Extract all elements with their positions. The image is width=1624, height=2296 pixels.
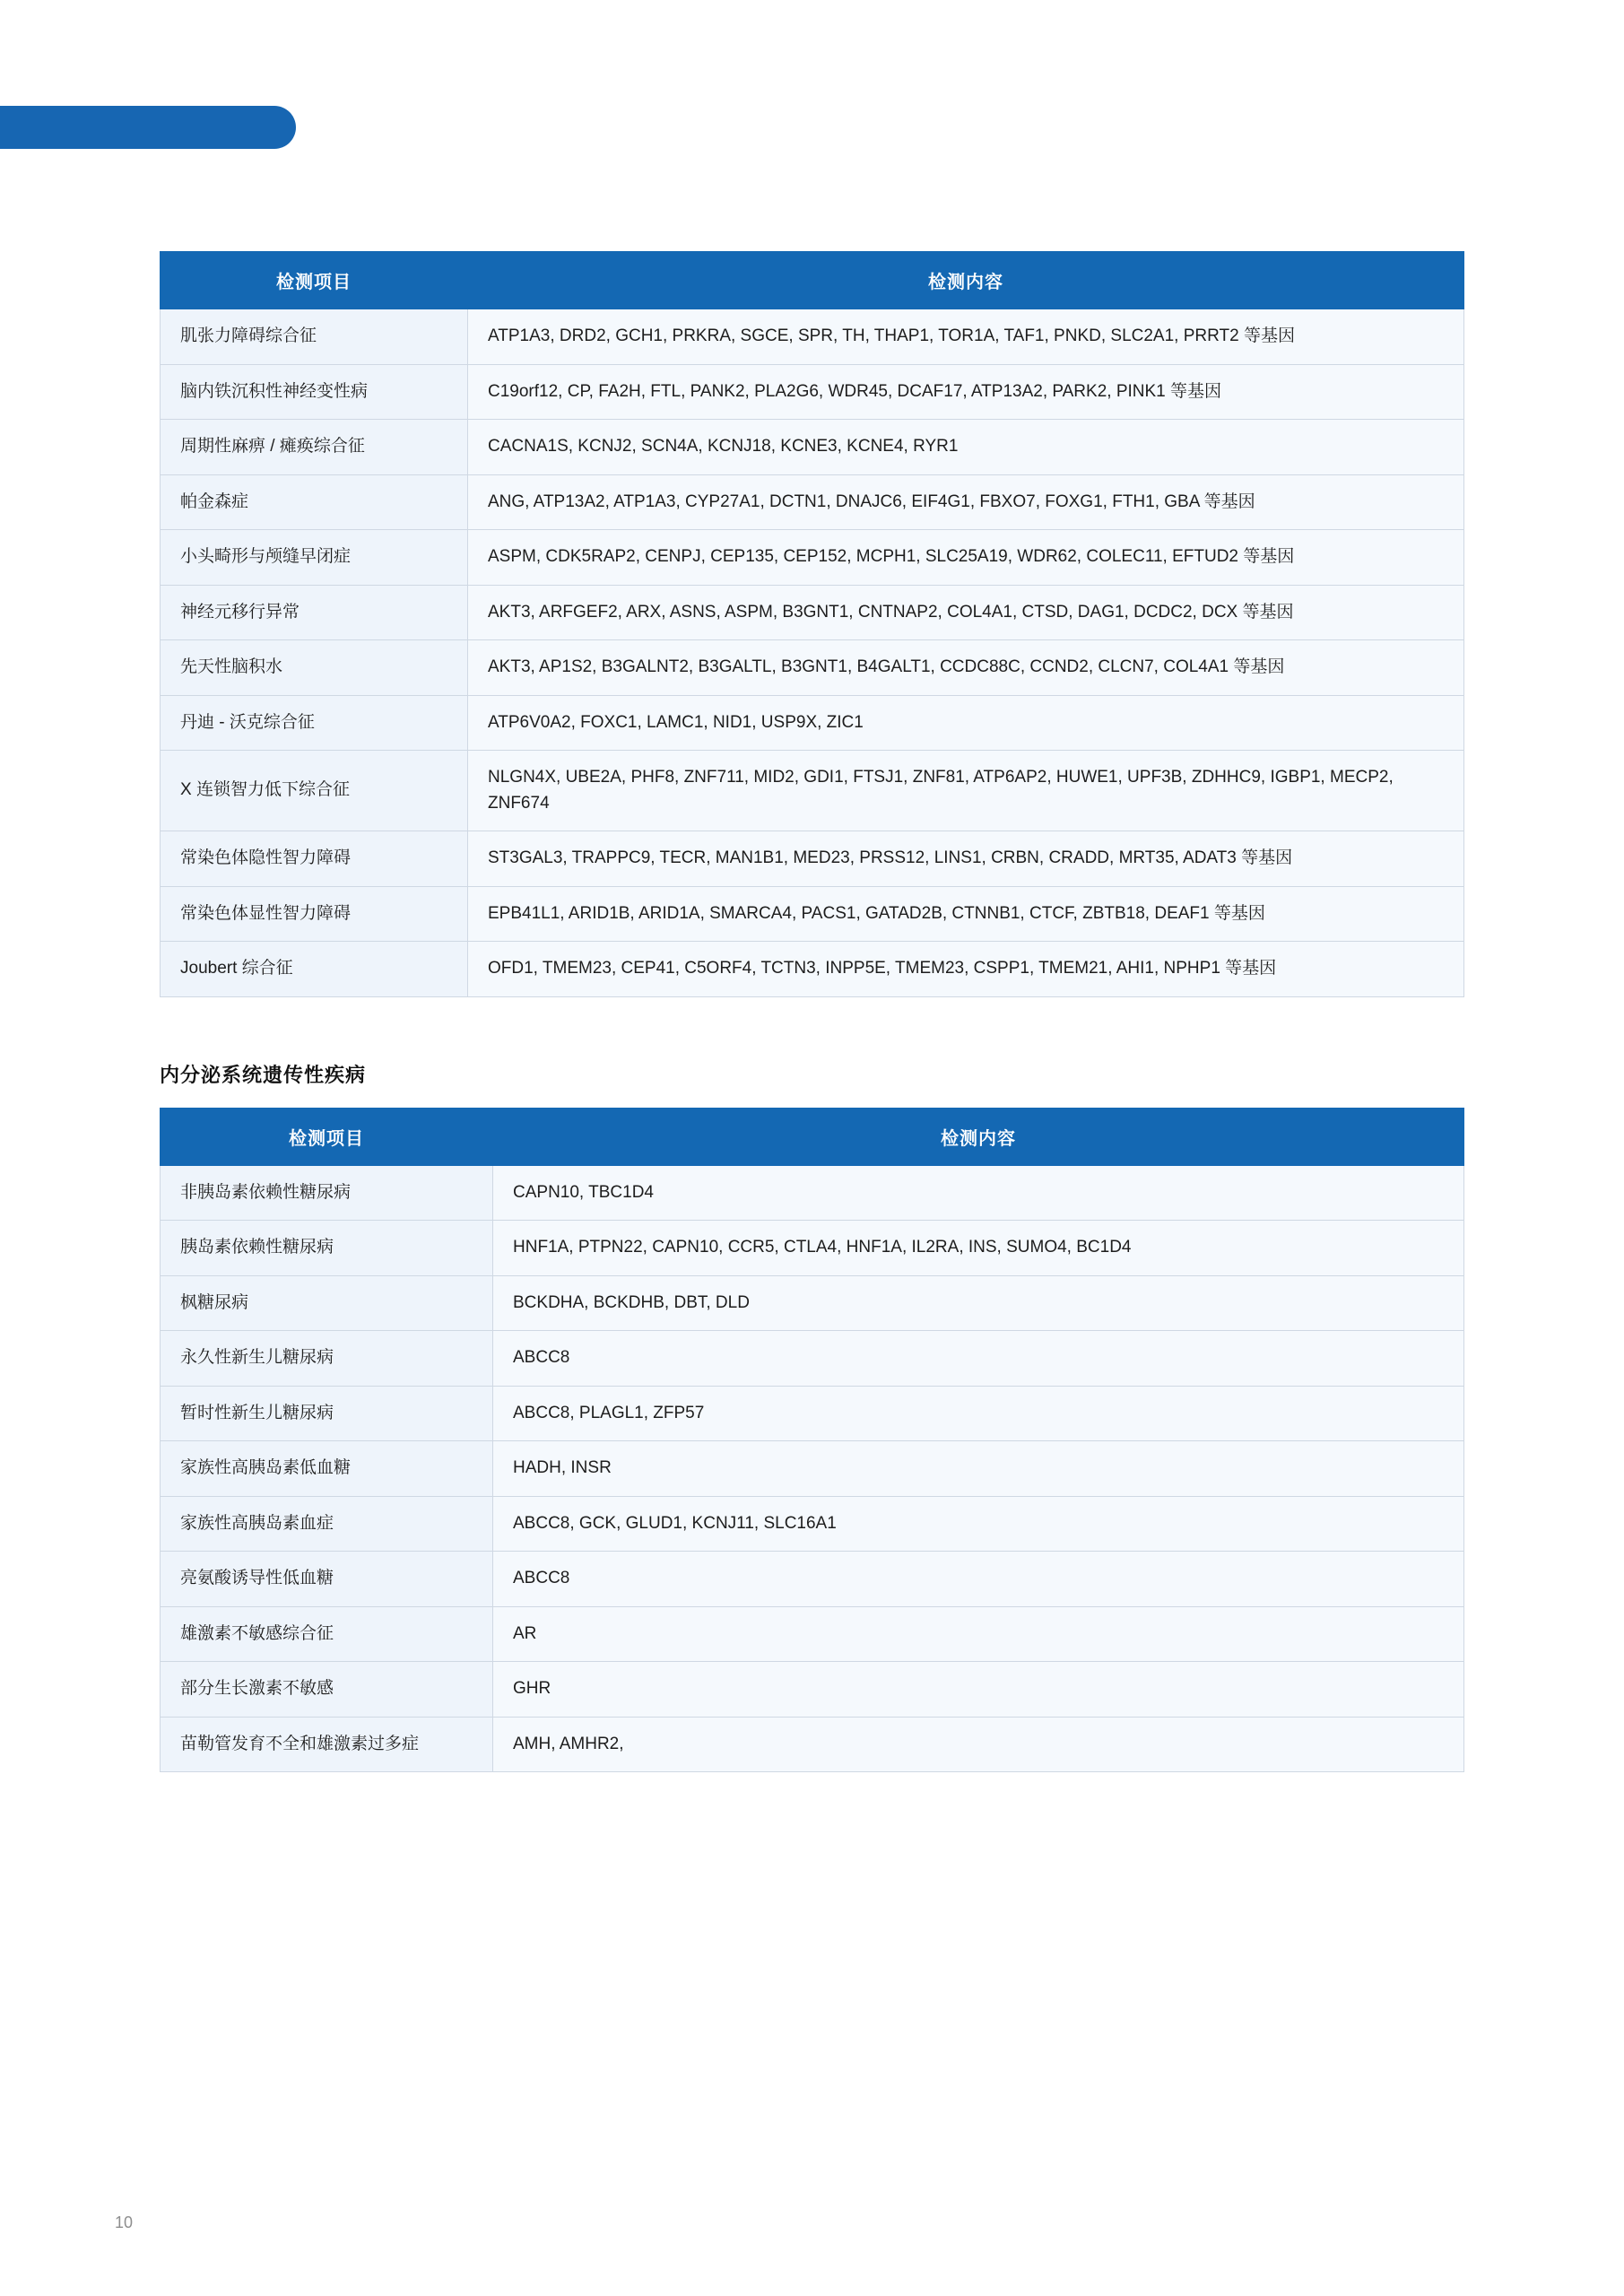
table-header <box>161 1108 1464 1165</box>
cell-item: 常染色体显性智力障碍 <box>161 886 468 942</box>
cell-item: 永久性新生儿糖尿病 <box>161 1331 493 1387</box>
table-row <box>161 1386 1464 1441</box>
cell-content: AKT3, AP1S2, B3GALNT2, B3GALTL, B3GNT1, B4GALT1, CCDC88C, CCND2, CLCN7, COL4A1 等基因 <box>468 640 1464 696</box>
table-body <box>161 309 1464 997</box>
cell-item: X 连锁智力低下综合征 <box>161 751 468 831</box>
cell-content: NLGN4X, UBE2A, PHF8, ZNF711, MID2, GDI1, FTSJ1, ZNF81, ATP6AP2, HUWE1, UPF3B, ZDHHC9, IGBP1, MECP2, ZNF674 <box>468 751 1464 831</box>
cell-item: 家族性高胰岛素低血糖 <box>161 1441 493 1497</box>
cell-content: EPB41L1, ARID1B, ARID1A, SMARCA4, PACS1, GATAD2B, CTNNB1, CTCF, ZBTB18, DEAF1 等基因 <box>468 886 1464 942</box>
table-body <box>161 1165 1464 1772</box>
cell-item: 先天性脑积水 <box>161 640 468 696</box>
cell-content: OFD1, TMEM23, CEP41, C5ORF4, TCTN3, INPP5E, TMEM23, CSPP1, TMEM21, AHI1, NPHP1 等基因 <box>468 942 1464 997</box>
cell-item: 雄激素不敏感综合征 <box>161 1606 493 1662</box>
cell-content: GHR <box>493 1662 1464 1718</box>
table-row <box>161 640 1464 696</box>
cell-item: 家族性高胰岛素血症 <box>161 1496 493 1552</box>
cell-content: ATP6V0A2, FOXC1, LAMC1, NID1, USP9X, ZIC1 <box>468 695 1464 751</box>
cell-item: 胰岛素依赖性糖尿病 <box>161 1221 493 1276</box>
cell-item: 脑内铁沉积性神经变性病 <box>161 364 468 420</box>
section-title-endocrine: 内分泌系统遗传性疾病 <box>160 1063 367 1086</box>
cell-item: 小头畸形与颅缝早闭症 <box>161 530 468 586</box>
table-row <box>161 751 1464 831</box>
table-row <box>161 1441 1464 1497</box>
cell-content: AMH, AMHR2, <box>493 1717 1464 1772</box>
cell-content: AKT3, ARFGEF2, ARX, ASNS, ASPM, B3GNT1, CNTNAP2, COL4A1, CTSD, DAG1, DCDC2, DCX 等基因 <box>468 585 1464 640</box>
cell-item: 肌张力障碍综合征 <box>161 309 468 365</box>
table-row <box>161 1552 1464 1607</box>
table-header <box>161 252 1464 309</box>
cell-item: Joubert 综合征 <box>161 942 468 997</box>
cell-content: AR <box>493 1606 1464 1662</box>
table-header-row <box>161 252 1464 309</box>
cell-content: CACNA1S, KCNJ2, SCN4A, KCNJ18, KCNE3, KCNE4, RYR1 <box>468 420 1464 475</box>
table-row <box>161 420 1464 475</box>
cell-content: HADH, INSR <box>493 1441 1464 1497</box>
cell-item: 枫糖尿病 <box>161 1275 493 1331</box>
page-number: 10 <box>115 2213 134 2231</box>
table-row <box>161 364 1464 420</box>
column-header-item: 检测项目 <box>161 252 468 309</box>
cell-content: HNF1A, PTPN22, CAPN10, CCR5, CTLA4, HNF1A, IL2RA, INS, SUMO4, BC1D4 <box>493 1221 1464 1276</box>
table-row <box>161 585 1464 640</box>
table-row <box>161 1331 1464 1387</box>
table-row <box>161 942 1464 997</box>
cell-item: 非胰岛素依赖性糖尿病 <box>161 1165 493 1221</box>
cell-item: 周期性麻痹 / 瘫痪综合征 <box>161 420 468 475</box>
cell-content: CAPN10, TBC1D4 <box>493 1165 1464 1221</box>
cell-item: 苗勒管发育不全和雄激素过多症 <box>161 1717 493 1772</box>
column-header-content: 检测内容 <box>468 252 1464 309</box>
table-row <box>161 1496 1464 1552</box>
cell-content: ASPM, CDK5RAP2, CENPJ, CEP135, CEP152, MCPH1, SLC25A19, WDR62, COLEC11, EFTUD2 等基因 <box>468 530 1464 586</box>
cell-item: 暂时性新生儿糖尿病 <box>161 1386 493 1441</box>
cell-content: ABCC8 <box>493 1331 1464 1387</box>
table-row <box>161 886 1464 942</box>
table-row <box>161 1275 1464 1331</box>
table-row <box>161 831 1464 887</box>
table-header-row <box>161 1108 1464 1165</box>
cell-item: 神经元移行异常 <box>161 585 468 640</box>
cell-content: BCKDHA, BCKDHB, DBT, DLD <box>493 1275 1464 1331</box>
neurology-disease-table <box>160 251 1464 997</box>
table-row <box>161 1662 1464 1718</box>
cell-content: ABCC8 <box>493 1552 1464 1607</box>
table-row <box>161 1717 1464 1772</box>
table-row <box>161 1221 1464 1276</box>
cell-content: C19orf12, CP, FA2H, FTL, PANK2, PLA2G6, WDR45, DCAF17, ATP13A2, PARK2, PINK1 等基因 <box>468 364 1464 420</box>
endocrine-disease-table <box>160 1108 1464 1773</box>
table-row <box>161 695 1464 751</box>
table-row <box>161 474 1464 530</box>
neurology-table-wrapper <box>160 0 1464 997</box>
column-header-item: 检测项目 <box>161 1108 493 1165</box>
table-row <box>161 1606 1464 1662</box>
cell-content: ST3GAL3, TRAPPC9, TECR, MAN1B1, MED23, PRSS12, LINS1, CRBN, CRADD, MRT35, ADAT3 等基因 <box>468 831 1464 887</box>
cell-content: ABCC8, GCK, GLUD1, KCNJ11, SLC16A1 <box>493 1496 1464 1552</box>
cell-item: 常染色体隐性智力障碍 <box>161 831 468 887</box>
cell-item: 丹迪 - 沃克综合征 <box>161 695 468 751</box>
cell-item: 亮氨酸诱导性低血糖 <box>161 1552 493 1607</box>
cell-content: ABCC8, PLAGL1, ZFP57 <box>493 1386 1464 1441</box>
cell-item: 部分生长激素不敏感 <box>161 1662 493 1718</box>
column-header-content: 检测内容 <box>493 1108 1464 1165</box>
cell-content: ATP1A3, DRD2, GCH1, PRKRA, SGCE, SPR, TH, THAP1, TOR1A, TAF1, PNKD, SLC2A1, PRRT2 等基因 <box>468 309 1464 365</box>
cell-item: 帕金森症 <box>161 474 468 530</box>
page-content <box>160 0 1464 1772</box>
cell-content: ANG, ATP13A2, ATP1A3, CYP27A1, DCTN1, DNAJC6, EIF4G1, FBXO7, FOXG1, FTH1, GBA 等基因 <box>468 474 1464 530</box>
table-row <box>161 530 1464 586</box>
table-row <box>161 309 1464 365</box>
table-row <box>161 1165 1464 1221</box>
